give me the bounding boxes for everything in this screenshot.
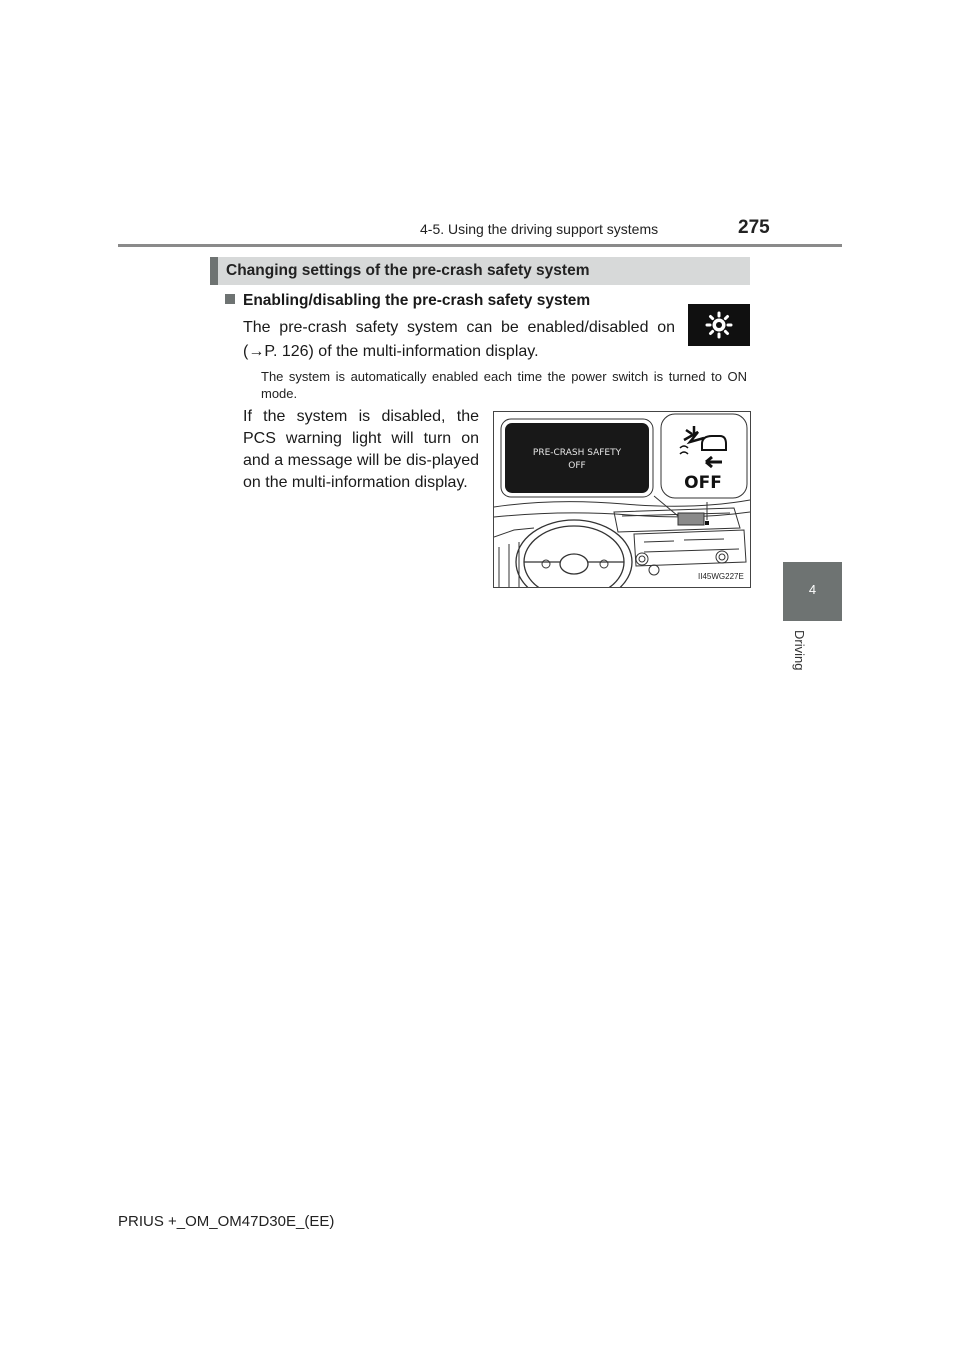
figure-code: II45WG227E — [698, 572, 744, 581]
screen-message-line1: PRE-CRASH SAFETY — [532, 448, 622, 458]
chapter-tab-number: 4 — [808, 582, 817, 597]
body-paragraph-enable-disable: The pre-crash safety system can be enabled/disabled on (→P. 126) of the multi-information display. — [243, 319, 675, 360]
footer-model-code: PRIUS +_OM_OM47D30E_(EE) — [118, 1213, 335, 1230]
chapter-tab-label: Driving — [792, 630, 807, 671]
header-divider — [118, 244, 842, 247]
header-section-title: 4-5. Using the driving support systems — [420, 221, 659, 237]
subheading — [225, 292, 590, 310]
chapter-tab — [783, 562, 842, 621]
body-paragraph-disabled-warning: If the system is disabled, the PCS warning light will turn on and a message will be dis-played on the multi-information display. — [243, 408, 479, 491]
square-bullet-icon — [225, 294, 235, 304]
dashboard-illustration — [493, 411, 751, 588]
indicator-off-label: OFF — [684, 473, 722, 493]
note-paragraph: The system is automatically enabled each time the power switch is turned to ON mode. — [261, 369, 747, 401]
section-title-bar — [210, 257, 750, 285]
subheading-text: Enabling/disabling the pre-crash safety system — [243, 292, 591, 309]
section-title: Changing settings of the pre-crash safety system — [226, 262, 590, 279]
section-bar-accent — [210, 257, 218, 285]
settings-gear-icon — [688, 304, 750, 346]
page-number: 275 — [738, 217, 770, 238]
screen-message-line2: OFF — [568, 461, 586, 471]
